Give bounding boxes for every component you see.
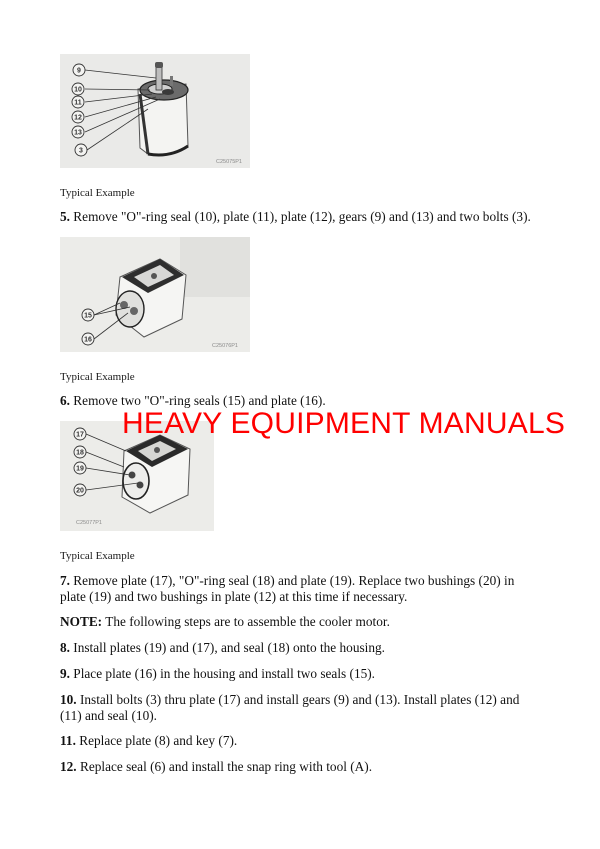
- watermark: HEAVY EQUIPMENT MANUALS: [122, 407, 566, 440]
- callout-10: 10: [74, 86, 82, 94]
- step-number: 10.: [60, 692, 77, 707]
- step-text: Remove "O"-ring seal (10), plate (11), plate (12), gears (9) and (13) and two bolts (3).: [69, 209, 531, 224]
- callout-15: 15: [84, 312, 92, 320]
- figure-2-housing-photo: [60, 237, 250, 352]
- step-number: 12.: [60, 759, 77, 774]
- figure-2-caption: Typical Example: [60, 371, 135, 383]
- step-7: [60, 573, 532, 605]
- step-number: 5.: [60, 209, 70, 224]
- step-text: Replace seal (6) and install the snap ring with tool (A).: [76, 759, 373, 774]
- step-8: [60, 640, 532, 656]
- step-text: Remove two "O"-ring seals (15) and plate (16).: [69, 393, 326, 408]
- step-9: [60, 666, 532, 682]
- callout-17: 17: [76, 431, 84, 439]
- step-text: Remove plate (17), "O"-ring seal (18) and plate (19). Replace two bushings (20) in plate (19) and two bushings in plate (12) at this time if necessary.: [60, 573, 515, 604]
- callout-12: 12: [74, 114, 82, 122]
- step-10: [60, 692, 532, 724]
- step-text: Place plate (16) in the housing and install two seals (15).: [69, 666, 376, 681]
- callout-19: 19: [76, 465, 84, 473]
- step-text: Install plates (19) and (17), and seal (18) onto the housing.: [69, 640, 385, 655]
- motor-illustration: [60, 54, 250, 168]
- step-5: [60, 209, 532, 225]
- callout-3: 3: [79, 147, 83, 155]
- callout-18: 18: [76, 449, 84, 457]
- step-text: Install bolts (3) thru plate (17) and install gears (9) and (13). Install plates (12) and (11) and seal (10).: [60, 692, 520, 723]
- note-text: The following steps are to assemble the cooler motor.: [102, 614, 390, 629]
- photo-code: C25075P1: [216, 159, 242, 165]
- callout-13: 13: [74, 129, 82, 137]
- step-number: 9.: [60, 666, 70, 681]
- housing-illustration: [60, 237, 250, 352]
- step-number: 11.: [60, 733, 76, 748]
- step-text: Replace plate (8) and key (7).: [75, 733, 238, 748]
- step-number: 7.: [60, 573, 70, 588]
- step-12: [60, 759, 532, 775]
- step-number: 8.: [60, 640, 70, 655]
- photo-code: C25076P1: [212, 343, 238, 349]
- callout-9: 9: [77, 67, 81, 75]
- callout-11: 11: [74, 99, 82, 107]
- figure-1-motor-shaft-photo: [60, 54, 250, 168]
- note-label: NOTE:: [60, 614, 103, 629]
- figure-3-caption: Typical Example: [60, 550, 135, 562]
- note: [60, 614, 532, 630]
- callout-20: 20: [76, 487, 84, 495]
- photo-code: C25077P1: [76, 520, 102, 526]
- callout-16: 16: [84, 336, 92, 344]
- step-11: [60, 733, 532, 749]
- figure-1-caption: Typical Example: [60, 187, 135, 199]
- step-number: 6.: [60, 393, 70, 408]
